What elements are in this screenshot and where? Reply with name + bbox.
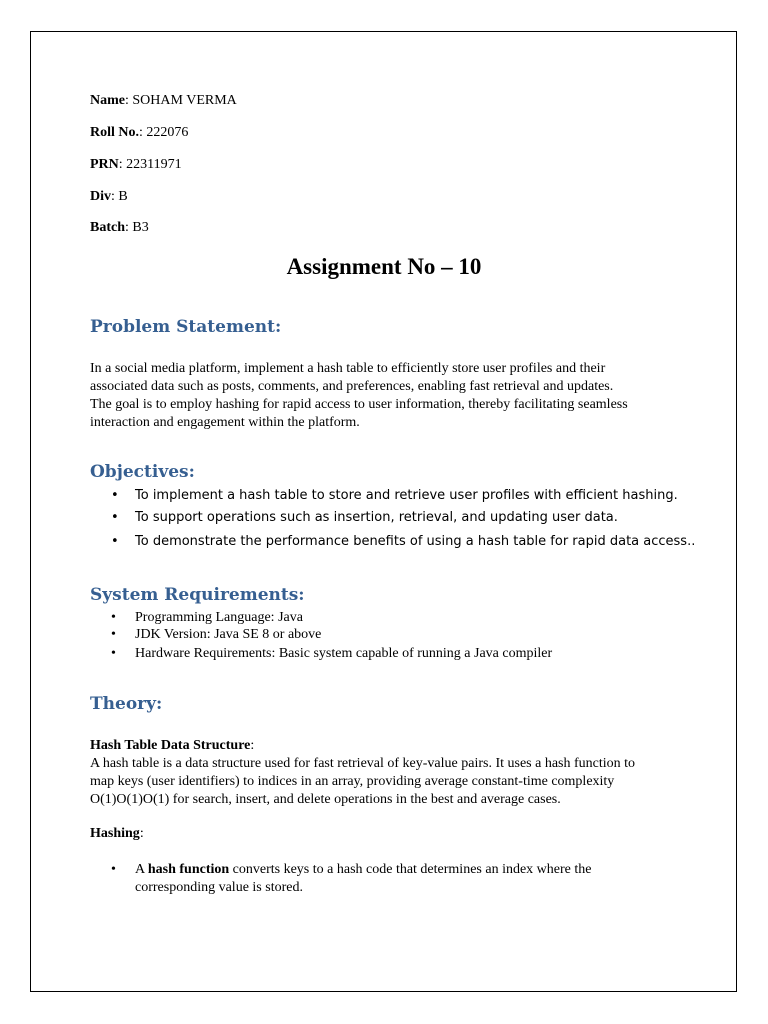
requirement-text: Programming Language: Java bbox=[135, 610, 303, 625]
student-roll-no: Roll No.: 222076 bbox=[90, 125, 189, 140]
requirement-text: JDK Version: Java SE 8 or above bbox=[135, 627, 322, 642]
student-div: Div: B bbox=[90, 189, 128, 204]
hash-table-line: A hash table is a data structure used for fast retrieval of key-value pairs. It uses a hash function to bbox=[90, 756, 636, 771]
objective-text: To implement a hash table to store and retrieve user profiles with efficient hashing. bbox=[135, 488, 678, 503]
student-name: Name: SOHAM VERMA bbox=[90, 93, 237, 108]
bullet-icon: • bbox=[111, 646, 116, 661]
bullet-icon: • bbox=[111, 862, 116, 877]
bullet-icon: • bbox=[111, 534, 119, 549]
page-title: Assignment No – 10 bbox=[286, 254, 482, 279]
hashing-item-line-1: A hash function converts keys to a hash code that determines an index where the bbox=[135, 862, 592, 877]
problem-statement-text bbox=[90, 360, 690, 432]
hash-table-line: O(1)O(1)O(1) for search, insert, and delete operations in the best and average cases. bbox=[90, 792, 561, 807]
objective-text: To demonstrate the performance benefits of using a hash table for rapid data access.. bbox=[135, 534, 696, 549]
objectives-heading: Objectives: bbox=[90, 462, 195, 482]
bullet-icon: • bbox=[111, 610, 116, 625]
student-prn: PRN: 22311971 bbox=[90, 157, 182, 172]
problem-statement-heading: Problem Statement: bbox=[90, 317, 282, 337]
bullet-icon: • bbox=[111, 510, 119, 525]
hash-table-section bbox=[90, 737, 690, 809]
problem-line: The goal is to employ hashing for rapid access to user information, thereby facilitating seamless bbox=[90, 397, 628, 412]
requirement-text: Hardware Requirements: Basic system capable of running a Java compiler bbox=[135, 646, 553, 661]
hash-table-line: map keys (user identifiers) to indices in an array, providing average constant-time complexity bbox=[90, 774, 615, 789]
hashing-title: Hashing: bbox=[90, 826, 144, 841]
theory-heading: Theory: bbox=[90, 694, 163, 714]
bullet-icon: • bbox=[111, 627, 116, 642]
hash-table-title: Hash Table Data Structure: bbox=[90, 738, 255, 753]
system-requirements-heading: System Requirements: bbox=[90, 585, 305, 605]
problem-line: In a social media platform, implement a hash table to efficiently store user profiles and their bbox=[90, 361, 606, 376]
problem-line: interaction and engagement within the platform. bbox=[90, 415, 360, 430]
objective-text: To support operations such as insertion, retrieval, and updating user data. bbox=[135, 510, 618, 525]
bullet-icon: • bbox=[111, 488, 119, 503]
problem-line: associated data such as posts, comments, and preferences, enabling fast retrieval and updates. bbox=[90, 379, 614, 394]
student-batch: Batch: B3 bbox=[90, 220, 149, 235]
hashing-item-line-2: corresponding value is stored. bbox=[135, 880, 303, 895]
